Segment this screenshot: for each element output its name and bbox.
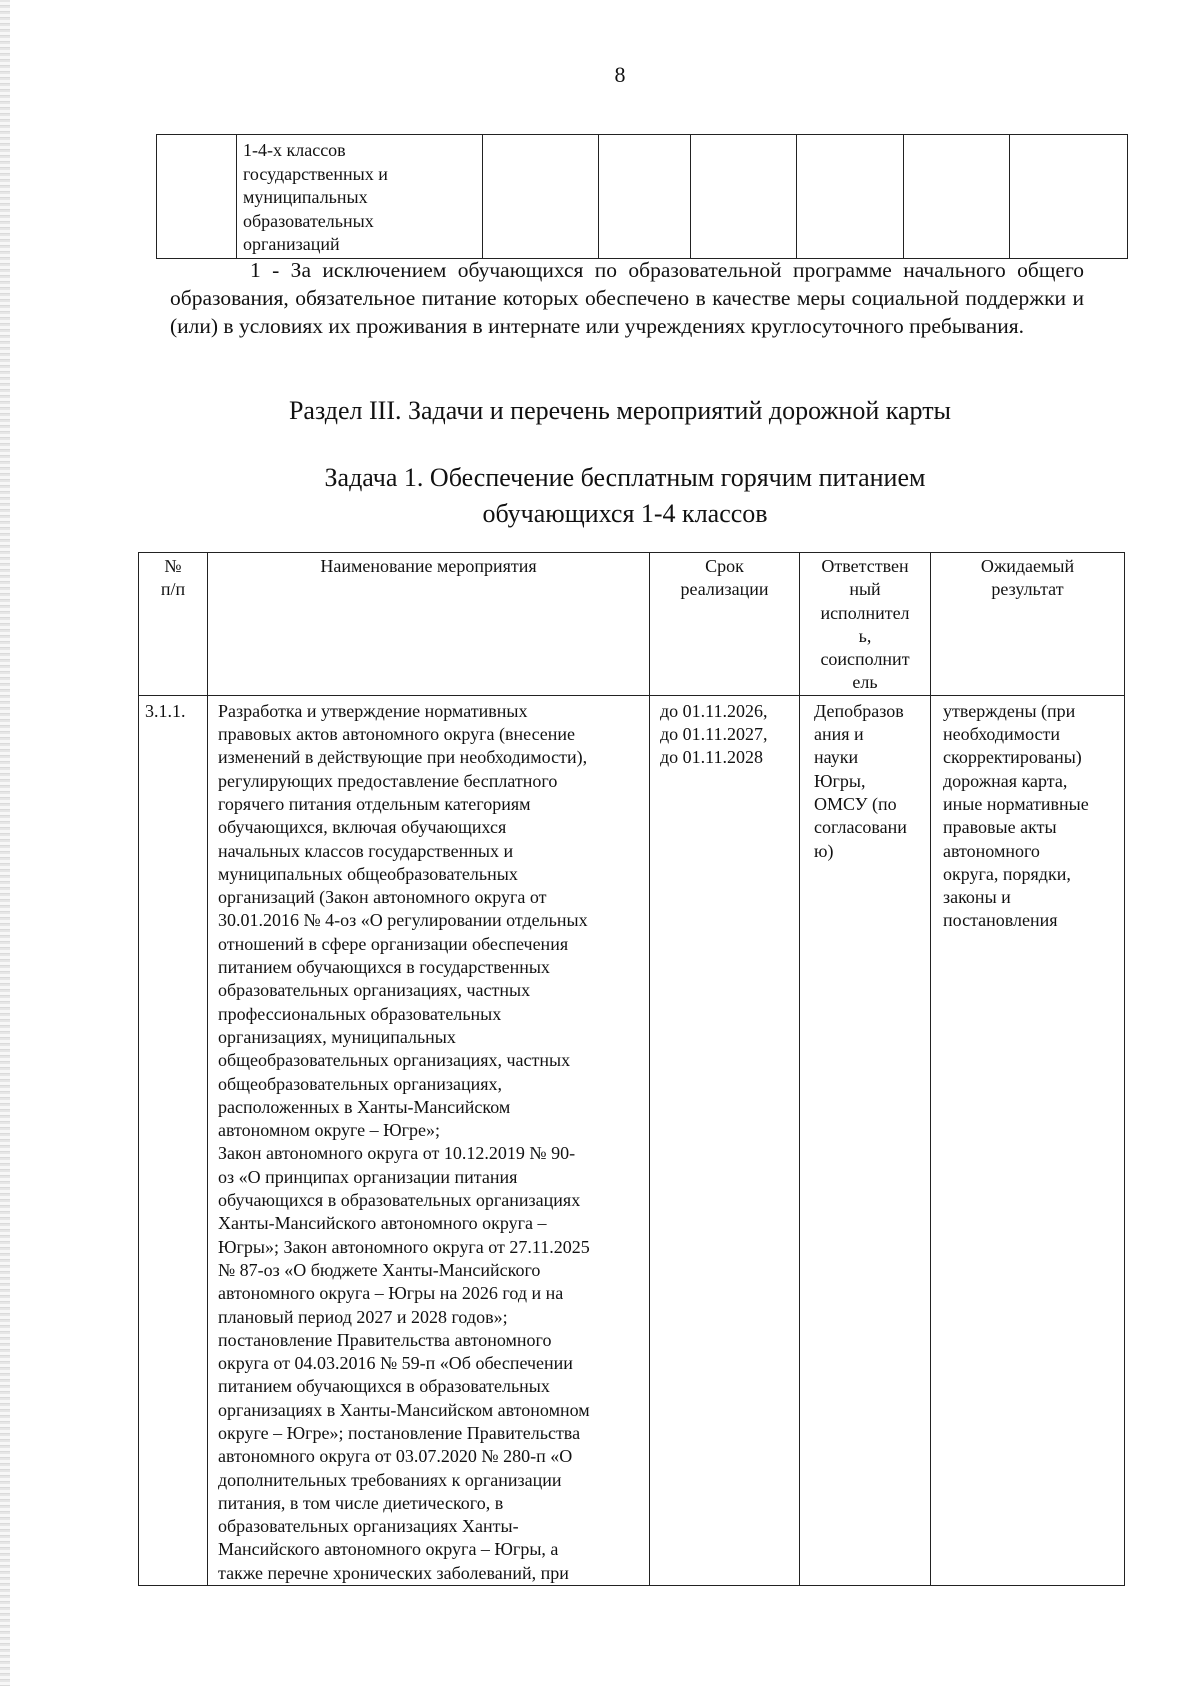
- section-title: Раздел III. Задачи и перечень мероприятий дорожной карты: [288, 396, 952, 425]
- table-header-row: [139, 553, 1125, 696]
- table-cell: [904, 135, 1010, 259]
- header-num: № п/п: [139, 553, 208, 696]
- page-number: 8: [614, 62, 626, 87]
- table-row: [139, 695, 1125, 1585]
- table-cell: [599, 135, 691, 259]
- table-cell: [797, 135, 904, 259]
- cell-term: до 01.11.2026, до 01.11.2027, до 01.11.2028: [650, 695, 800, 1585]
- cell-num: 3.1.1.: [139, 695, 208, 1585]
- table-row: [157, 135, 1128, 259]
- header-term: Срок реализации: [650, 553, 800, 696]
- table-cell: [157, 135, 237, 259]
- header-name: Наименование мероприятия: [208, 553, 650, 696]
- header-result: Ожидаемый результат: [931, 553, 1125, 696]
- table-cell: [1010, 135, 1128, 259]
- scan-edge: [0, 0, 10, 1686]
- cell-name: Разработка и утверждение нормативных правовых актов автономного округа (внесение изменений в действующие при необходимости), регулирующих предоставление бесплатного горячего питания отдельным категориям обучающихся, включая обучающихся начальных классов государственных и муниципальных общеобразовательных организаций (Закон автономного округа от 30.01.2016 № 4-оз «О регулировании отдельных отношений в сфере организации обеспечения питанием обучающихся в государственных образовательных организациях, частных профессиональных образовательных организациях, муниципальных общеобразовательных организациях, частных общеобразовательных организациях, расположенных в Ханты-Мансийском автономном округе – Югре»; Закон автономного округа от 10.12.2019 № 90- оз «О принципах организации питания обучающихся в образовательных организациях Ханты-Мансийского автономного округа – Югры»; Закон автономного округа от 27.11.2025 № 87-оз «О бюджете Ханты-Мансийского автономного округа – Югры на 2026 год и на плановый период 2027 и 2028 годов»; постановление Правительства автономного округа от 04.03.2016 № 59-п «Об обеспечении питанием обучающихся в образовательных организациях в Ханты-Мансийском автономном округе – Югре»; постановление Правительства автономного округа от 03.07.2020 № 280-п «О дополнительных требованиях к организации питания, в том числе диетического, в образовательных организациях Ханты- Мансийского автономного округа – Югры, а также перечне хронических заболеваний, при: [208, 695, 650, 1585]
- activities-table: [138, 552, 1125, 1586]
- table-cell: [691, 135, 797, 259]
- cell-result: утверждены (при необходимости скорректированы) дорожная карта, иные нормативные правовые акты автономного округа, порядки, законы и постановления: [931, 695, 1125, 1585]
- cell-responsible: Депобразов ания и науки Югры, ОМСУ (по согласовани ю): [800, 695, 931, 1585]
- continuation-table: [156, 134, 1128, 259]
- header-responsible: Ответствен ный исполнител ь, соисполнит ель: [800, 553, 931, 696]
- task-title: Задача 1. Обеспечение бесплатным горячим питанием обучающихся 1-4 классов: [324, 463, 926, 528]
- table-cell-text: 1-4-х классов государственных и муниципальных образовательных организаций: [237, 135, 483, 259]
- table-cell: [483, 135, 599, 259]
- footnote: 1 - За исключением обучающихся по образовательной программе начального общего образования, обязательное питание которых обеспечено в качестве меры социальной поддержки и (или) в условиях их проживания в интернате или учреждениях круглосуточного пребывания.: [170, 258, 1084, 338]
